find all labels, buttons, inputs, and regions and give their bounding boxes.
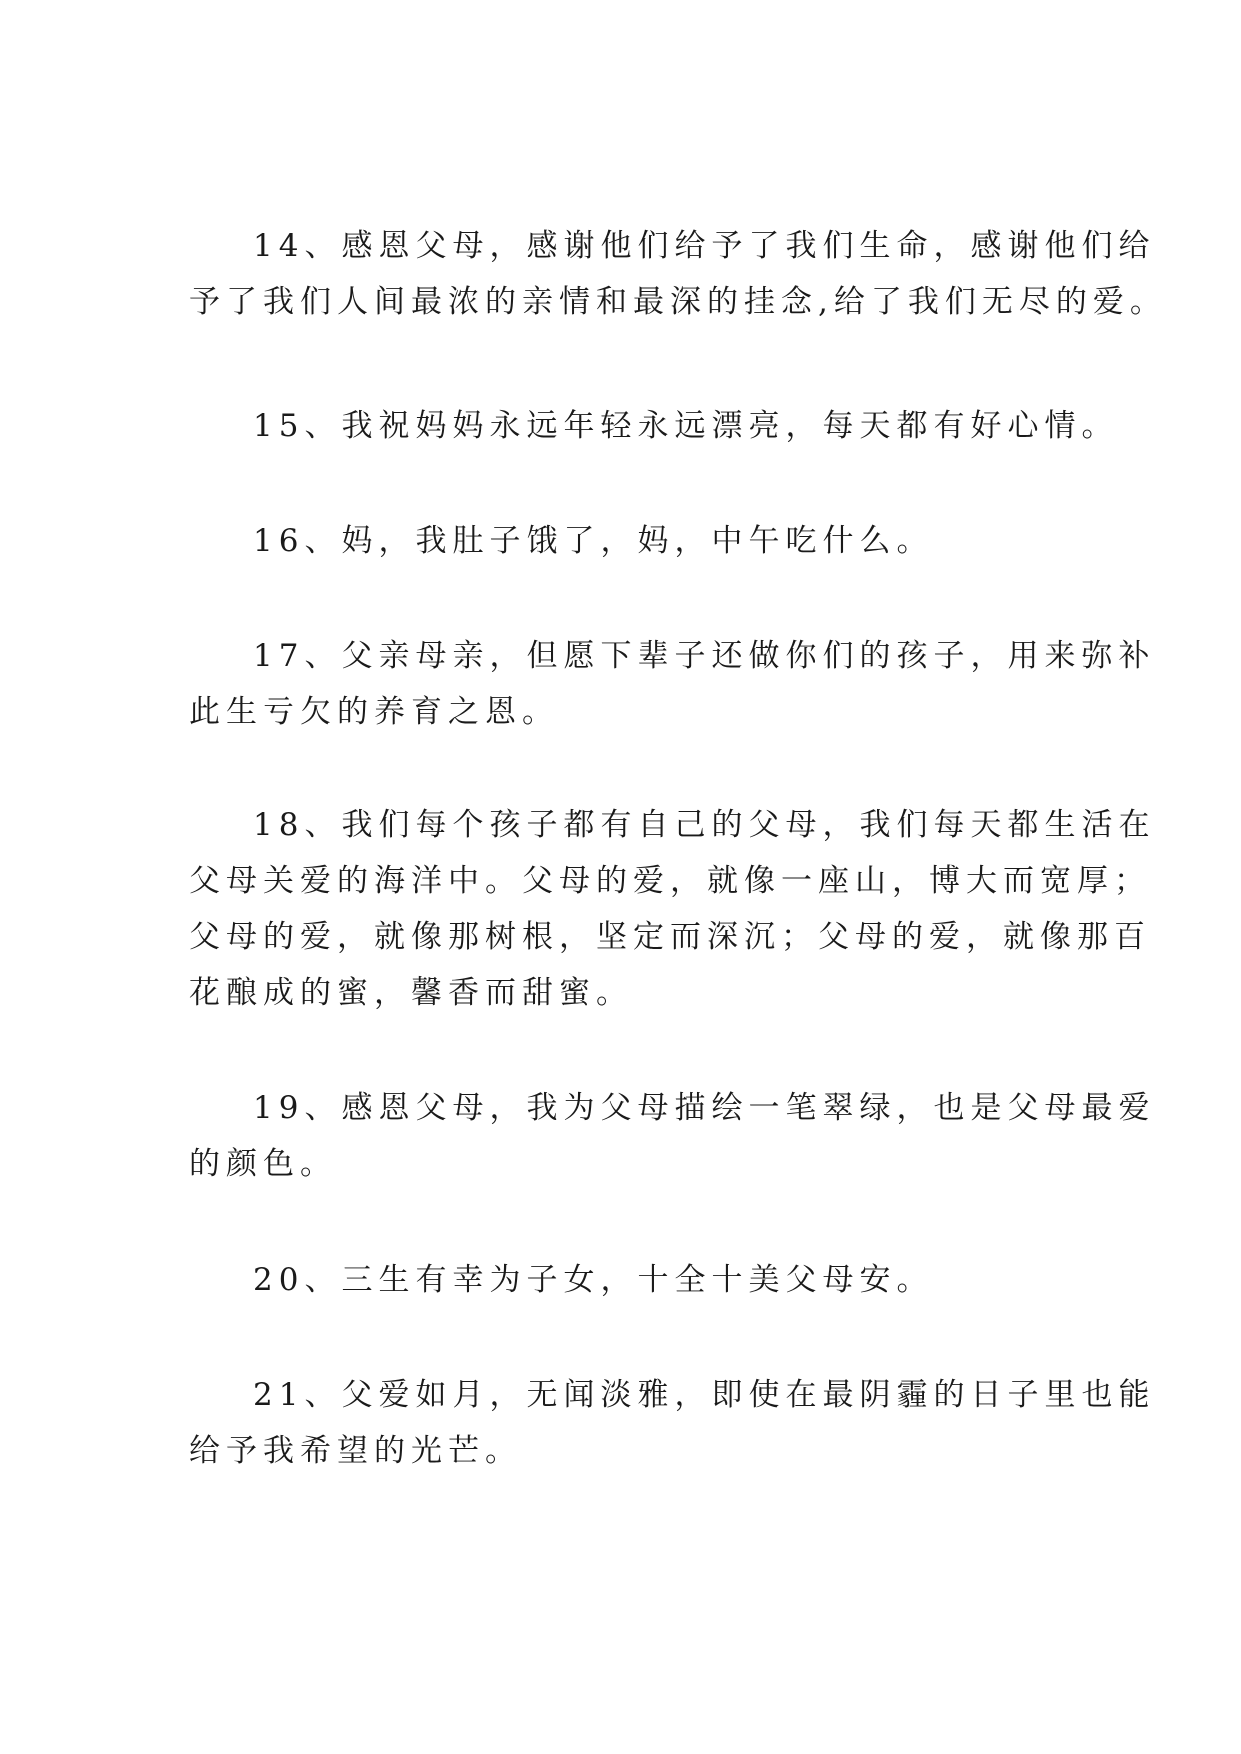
paragraph-line: 父母的爱，就像那树根，坚定而深沉；父母的爱，就像那百 xyxy=(189,919,1151,955)
paragraph-line: 16、妈，我肚子饿了，妈，中午吃什么。 xyxy=(253,523,934,559)
paragraph-14 xyxy=(189,218,1167,330)
paragraph-line: 19、感恩父母，我为父母描绘一笔翠绿，也是父母最爱 xyxy=(253,1090,1156,1126)
paragraph-line: 予了我们人间最浓的亲情和最深的挂念,给了我们无尽的爱。 xyxy=(189,284,1167,320)
paragraph-line: 20、三生有幸为子女，十全十美父母安。 xyxy=(253,1262,934,1298)
paragraph-line: 的颜色。 xyxy=(189,1146,337,1182)
paragraph-19 xyxy=(189,1080,1156,1192)
paragraph-line: 14、感恩父母，感谢他们给予了我们生命，感谢他们给 xyxy=(253,228,1156,264)
paragraph-line: 给予我希望的光芒。 xyxy=(189,1433,522,1469)
paragraph-15 xyxy=(189,398,1119,454)
paragraph-line: 花酿成的蜜，馨香而甜蜜。 xyxy=(189,975,633,1011)
paragraph-21 xyxy=(189,1367,1156,1479)
paragraph-line: 此生亏欠的养育之恩。 xyxy=(189,694,559,730)
paragraph-20 xyxy=(189,1252,1069,1308)
paragraph-18 xyxy=(189,797,1156,1021)
paragraph-17 xyxy=(189,628,1156,740)
paragraph-line: 父母关爱的海洋中。父母的爱，就像一座山，博大而宽厚； xyxy=(189,863,1151,899)
paragraph-16 xyxy=(189,513,1069,569)
paragraph-line: 17、父亲母亲，但愿下辈子还做你们的孩子，用来弥补 xyxy=(253,638,1156,674)
paragraph-line: 15、我祝妈妈永远年轻永远漂亮，每天都有好心情。 xyxy=(253,408,1119,444)
paragraph-line: 21、父爱如月，无闻淡雅，即使在最阴霾的日子里也能 xyxy=(253,1377,1156,1413)
paragraph-line: 18、我们每个孩子都有自己的父母，我们每天都生活在 xyxy=(253,807,1156,843)
